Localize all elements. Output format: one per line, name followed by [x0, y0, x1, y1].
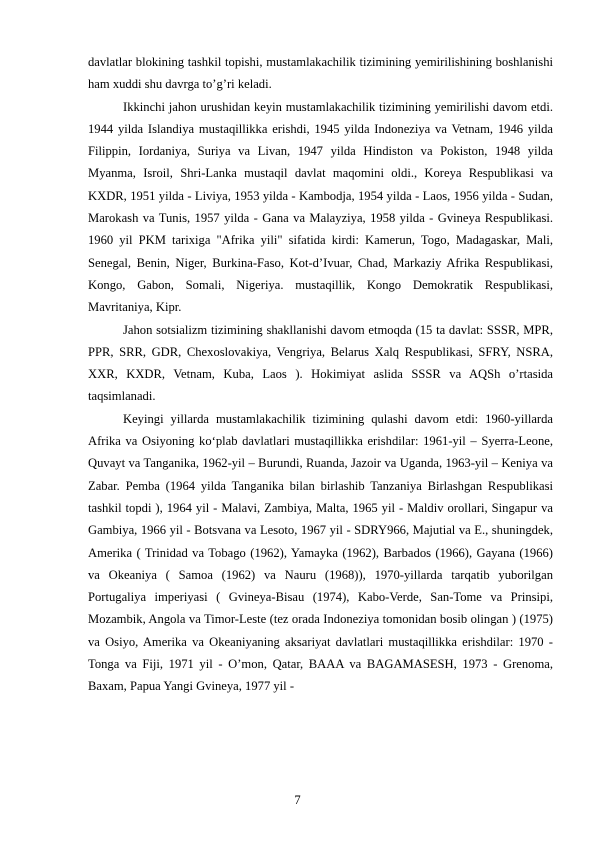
paragraph-decolonization-postwar: Ikkinchi jahon urushidan keyin mustamlakachilik tizimining yemirilishi davom etdi. 1944 yilda Islandiya mustaqillikka erishdi, 1945 yilda Indoneziya va Vetnam, 1946 yilda Filippin, Iordaniya, Suriya va Livan, 1947 yilda Hindiston va Pokiston, 1948 yilda Myanma, Isroil, Shri-Lanka mustaqil davlat maqomini oldi., Koreya Respublikasi va KXDR, 1951 yilda - Liviya, 1953 yilda - Kambodja, 1954 yilda - Laos, 1956 yilda - Sudan, Marokash va Tunis, 1957 yilda - Gana va Malayziya, 1958 yilda - Gvineya Respublikasi. 1960 yil PKM tarixiga "Afrika yili" sifatida kirdi: Kamerun, Togo, Madagaskar, Mali, Senegal, Benin, Niger, Burkina-Faso, Kot-d’Ivuar, Chad, Markaziy Afrika Respublikasi, Kongo, Gabon, Somali, Nigeriya. mustaqillik, Kongo Demokratik Respublikasi, Mavritaniya, Kipr. — [88, 99, 553, 315]
paragraph-continuation: davlatlar blokining tashkil topishi, mustamlakachilik tizimining yemirilishining boshlanishi ham xuddi shu davrga to’g’ri keladi. — [88, 55, 553, 92]
page-number: 7 — [294, 793, 301, 807]
paragraph-later-independence: Keyingi yillarda mustamlakachilik tizimining qulashi davom etdi: 1960-yillarda Afrika va Osiyoning ko‘plab davlatlari mustaqillikka erishdilar: 1961-yil – Syerra-Leone, Quvayt va Tanganika, 1962-yil – Burundi, Ruanda, Jazoir va Uganda, 1963-yil – Keniya va Zabar. Pemba (1964 yilda Tanganika bilan birlashib Tanzaniya Birlashgan Respublikasi tashkil topdi ), 1964 yil - Malavi, Zambiya, Malta, 1965 yil - Maldiv orollari, Singapur va Gambiya, 1966 yil - Botsvana va Lesoto, 1967 yil - SDRY966, Majutial va E., shuningdek, Amerika ( Trinidad va Tobago (1962), Yamayka (1962), Barbados (1966), Gayana (1966) va Okeaniya ( Samoa (1962) va Nauru (1968)), 1970-yillarda tarqatib yuborilgan Portugaliya imperiyasi ( Gvineya-Bisau (1974), Kabo-Verde, San-Tome va Prinsipi, Mozambik, Angola va Timor-Leste (tez orada Indoneziya tomonidan bosib olingan ) (1975) va Osiyo, Amerika va Okeaniyaning aksariyat davlatlari mustaqillikka erishdilar: 1970 - Tonga va Fiji, 1971 yil - O’mon, Qatar, BAAA va BAGAMASESH, 1973 - Grenoma, Baxam, Papua Yangi Gvineya, 1977 yil - — [88, 411, 553, 694]
paragraph-socialist-system: Jahon sotsializm tizimining shakllanishi davom etmoqda (15 ta davlat: SSSR, MPR, PPR, SRR, GDR, Chexoslovakiya, Vengriya, Belarus Xalq Respublikasi, SFRY, NSRA, XXR, KXDR, Vetnam, Kuba, Laos ). Hokimiyat aslida SSSR va AQSh o’rtasida taqsimlanadi. — [88, 322, 553, 404]
document-body — [88, 51, 553, 698]
